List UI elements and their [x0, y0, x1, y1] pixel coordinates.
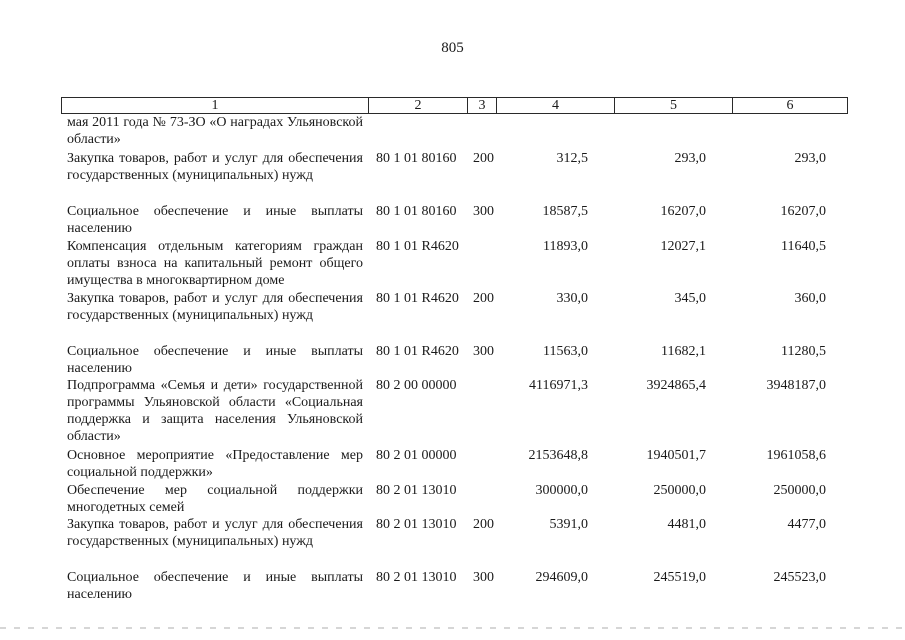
row-value-2: 1940501,7: [646, 448, 706, 463]
header-col-2: 2: [369, 98, 468, 113]
row-value-3: 16207,0: [780, 204, 826, 219]
row-value-1: 11893,0: [543, 239, 588, 254]
row-name: мая 2011 года № 73-ЗО «О наградах Ульяновской области»: [67, 115, 363, 147]
row-value-3: 293,0: [794, 151, 826, 166]
row-code: 80 2 00 00000: [376, 378, 457, 393]
header-col-4: 4: [497, 98, 615, 113]
row-value-3: 3948187,0: [766, 378, 826, 393]
row-name: Подпрограмма «Семья и дети» государственной программы Ульяновской области «Социальная поддержка и защита населения Ульяновской области»: [67, 378, 363, 444]
row-code: 80 1 01 80160: [376, 151, 457, 166]
row-name: Социальное обеспечение и иные выплаты населению: [67, 570, 363, 602]
row-name: Основное мероприятие «Предоставление мер социальной поддержки»: [67, 448, 363, 480]
table-header: [61, 97, 848, 114]
row-type: 200: [473, 151, 494, 166]
row-value-3: 245523,0: [773, 570, 826, 585]
header-col-5: 5: [615, 98, 733, 113]
row-value-1: 294609,0: [535, 570, 588, 585]
row-type: 300: [473, 344, 494, 359]
row-value-2: 3924865,4: [646, 378, 706, 393]
row-value-2: 4481,0: [667, 517, 706, 532]
header-col-1: 1: [62, 98, 369, 113]
row-code: 80 1 01 R4620: [376, 344, 459, 359]
row-value-3: 360,0: [794, 291, 826, 306]
row-code: 80 2 01 00000: [376, 448, 457, 463]
row-name: Социальное обеспечение и иные выплаты населению: [67, 344, 363, 376]
row-type: 300: [473, 204, 494, 219]
row-value-3: 4477,0: [787, 517, 826, 532]
row-value-3: 11640,5: [781, 239, 826, 254]
row-value-1: 11563,0: [543, 344, 588, 359]
row-code: 80 1 01 R4620: [376, 239, 459, 254]
row-value-1: 4116971,3: [529, 378, 588, 393]
row-value-1: 2153648,8: [528, 448, 588, 463]
scan-edge-artifact: [0, 627, 905, 629]
row-name: Закупка товаров, работ и услуг для обеспечения государственных (муниципальных) нужд: [67, 517, 363, 549]
row-code: 80 2 01 13010: [376, 517, 457, 532]
row-value-3: 250000,0: [773, 483, 826, 498]
row-value-2: 12027,1: [660, 239, 706, 254]
row-type: 200: [473, 517, 494, 532]
row-value-1: 312,5: [556, 151, 588, 166]
row-value-2: 16207,0: [660, 204, 706, 219]
row-value-2: 345,0: [674, 291, 706, 306]
row-value-2: 293,0: [674, 151, 706, 166]
row-value-2: 250000,0: [653, 483, 706, 498]
row-name: Обеспечение мер социальной поддержки многодетных семей: [67, 483, 363, 515]
row-code: 80 2 01 13010: [376, 483, 457, 498]
row-code: 80 2 01 13010: [376, 570, 457, 585]
row-value-2: 11682,1: [661, 344, 706, 359]
row-value-1: 5391,0: [549, 517, 588, 532]
header-col-6: 6: [786, 98, 794, 113]
row-name: Закупка товаров, работ и услуг для обеспечения государственных (муниципальных) нужд: [67, 151, 363, 183]
row-value-1: 18587,5: [542, 204, 588, 219]
row-value-3: 11280,5: [781, 344, 826, 359]
row-type: 300: [473, 570, 494, 585]
row-name: Закупка товаров, работ и услуг для обеспечения государственных (муниципальных) нужд: [67, 291, 363, 323]
page-number: 805: [441, 40, 464, 56]
row-value-3: 1961058,6: [766, 448, 826, 463]
row-name: Компенсация отдельным категориям граждан оплаты взноса на капитальный ремонт общего имущества в многоквартирном доме: [67, 239, 363, 288]
row-value-2: 245519,0: [653, 570, 706, 585]
row-name: Социальное обеспечение и иные выплаты населению: [67, 204, 363, 236]
header-col-3: 3: [468, 98, 497, 113]
row-value-1: 330,0: [556, 291, 588, 306]
row-value-1: 300000,0: [535, 483, 588, 498]
row-type: 200: [473, 291, 494, 306]
row-code: 80 1 01 80160: [376, 204, 457, 219]
row-code: 80 1 01 R4620: [376, 291, 459, 306]
